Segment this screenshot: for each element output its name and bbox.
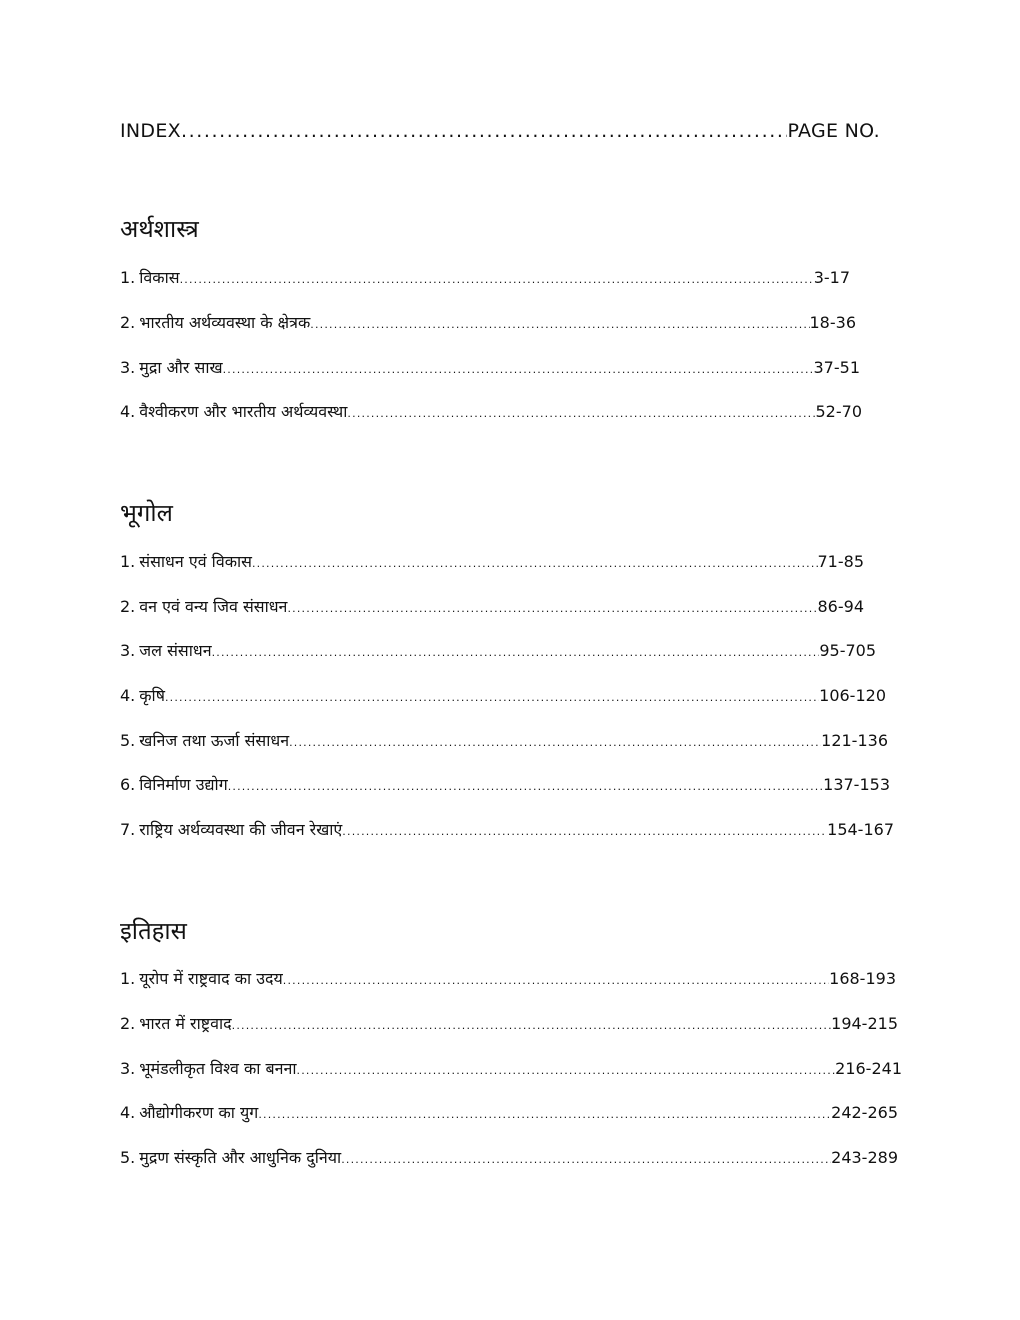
toc-entry (120, 266, 850, 292)
entry-pages: 37-51 (813, 358, 860, 377)
leader-dots (181, 120, 788, 142)
entry-pages: 3-17 (813, 268, 850, 287)
entry-title: वन एवं वन्य जिव संसाधन (139, 597, 288, 616)
page-no-header-label: PAGE NO. (787, 120, 880, 142)
toc-entry (120, 1101, 898, 1127)
entry-number: 3. (120, 641, 136, 660)
leader-dots (232, 1019, 832, 1032)
entry-pages: 52-70 (815, 402, 862, 421)
entry-number: 4. (120, 686, 136, 705)
entry-number: 6. (120, 775, 136, 794)
entry-pages: 121-136 (821, 731, 888, 750)
entry-title: संसाधन एवं विकास (139, 552, 252, 571)
entry-pages: 216-241 (835, 1059, 902, 1078)
toc-entry (120, 356, 860, 382)
leader-dots (252, 557, 818, 570)
entry-title: वैश्वीकरण और भारतीय अर्थव्यवस्था (139, 402, 348, 421)
entry-pages: 243-289 (831, 1148, 898, 1167)
toc-entry (120, 818, 894, 844)
toc-entry (120, 1057, 902, 1083)
leader-dots (297, 1064, 836, 1077)
entry-title: विकास (139, 268, 180, 287)
toc-entry (120, 967, 896, 993)
entry-title: मुद्रा और साख (139, 358, 223, 377)
entry-number: 3. (120, 358, 136, 377)
entry-pages: 106-120 (819, 686, 886, 705)
toc-entry (120, 729, 888, 755)
entry-number: 4. (120, 402, 136, 421)
entry-number: 1. (120, 268, 136, 287)
entry-number: 2. (120, 313, 136, 332)
leader-dots (258, 1108, 831, 1121)
entry-number: 2. (120, 1014, 136, 1033)
entry-number: 5. (120, 731, 136, 750)
entry-number: 2. (120, 597, 136, 616)
entry-number: 1. (120, 969, 136, 988)
entry-title: यूरोप में राष्ट्रवाद का उदय (139, 969, 283, 988)
toc-entry (120, 595, 864, 621)
entry-title: विनिर्माण उद्योग (139, 775, 228, 794)
entry-pages: 168-193 (829, 969, 896, 988)
leader-dots (165, 691, 819, 704)
entry-pages: 137-153 (823, 775, 890, 794)
entry-title: कृषि (139, 686, 165, 705)
entry-pages: 71-85 (817, 552, 864, 571)
leader-dots (347, 407, 815, 420)
toc-entry (120, 684, 886, 710)
section-title-history: इतिहास (120, 917, 187, 945)
entry-number: 1. (120, 552, 136, 571)
leader-dots (223, 363, 814, 376)
entry-title: मुद्रण संस्कृति और आधुनिक दुनिया (139, 1148, 342, 1167)
leader-dots (342, 825, 827, 838)
entry-pages: 95-705 (819, 641, 876, 660)
leader-dots (341, 1153, 831, 1166)
entry-pages: 86-94 (817, 597, 864, 616)
entry-title: राष्ट्रिय अर्थव्यवस्था की जीवन रेखाएं (139, 820, 343, 839)
leader-dots (212, 646, 820, 659)
entry-pages: 154-167 (827, 820, 894, 839)
entry-title: खनिज तथा ऊर्जा संसाधन (139, 731, 290, 750)
entry-pages: 18-36 (809, 313, 856, 332)
entry-number: 3. (120, 1059, 136, 1078)
entry-number: 4. (120, 1103, 136, 1122)
section-title-geography: भूगोल (120, 499, 173, 527)
leader-dots (287, 602, 817, 615)
leader-dots (289, 736, 821, 749)
entry-title: औद्योगीकरण का युग (139, 1103, 259, 1122)
entry-pages: 194-215 (831, 1014, 898, 1033)
toc-entry (120, 400, 862, 426)
section-title-economics: अर्थशास्त्र (120, 215, 199, 243)
leader-dots (180, 273, 814, 286)
entry-title: जल संसाधन (139, 641, 212, 660)
toc-entry (120, 639, 876, 665)
toc-entry (120, 550, 864, 576)
entry-number: 7. (120, 820, 136, 839)
entry-title: भारत में राष्ट्रवाद (139, 1014, 232, 1033)
toc-entry (120, 1012, 898, 1038)
index-header-label: INDEX (120, 120, 181, 142)
entry-pages: 242-265 (831, 1103, 898, 1122)
toc-entry (120, 311, 856, 337)
toc-entry (120, 1146, 898, 1172)
entry-title: भूमंडलीकृत विश्व का बनना (139, 1059, 297, 1078)
leader-dots (283, 974, 829, 987)
leader-dots (310, 318, 809, 331)
entry-title: भारतीय अर्थव्यवस्था के क्षेत्रक (139, 313, 311, 332)
index-header (120, 120, 880, 150)
entry-number: 5. (120, 1148, 136, 1167)
toc-entry (120, 773, 890, 799)
leader-dots (228, 780, 823, 793)
